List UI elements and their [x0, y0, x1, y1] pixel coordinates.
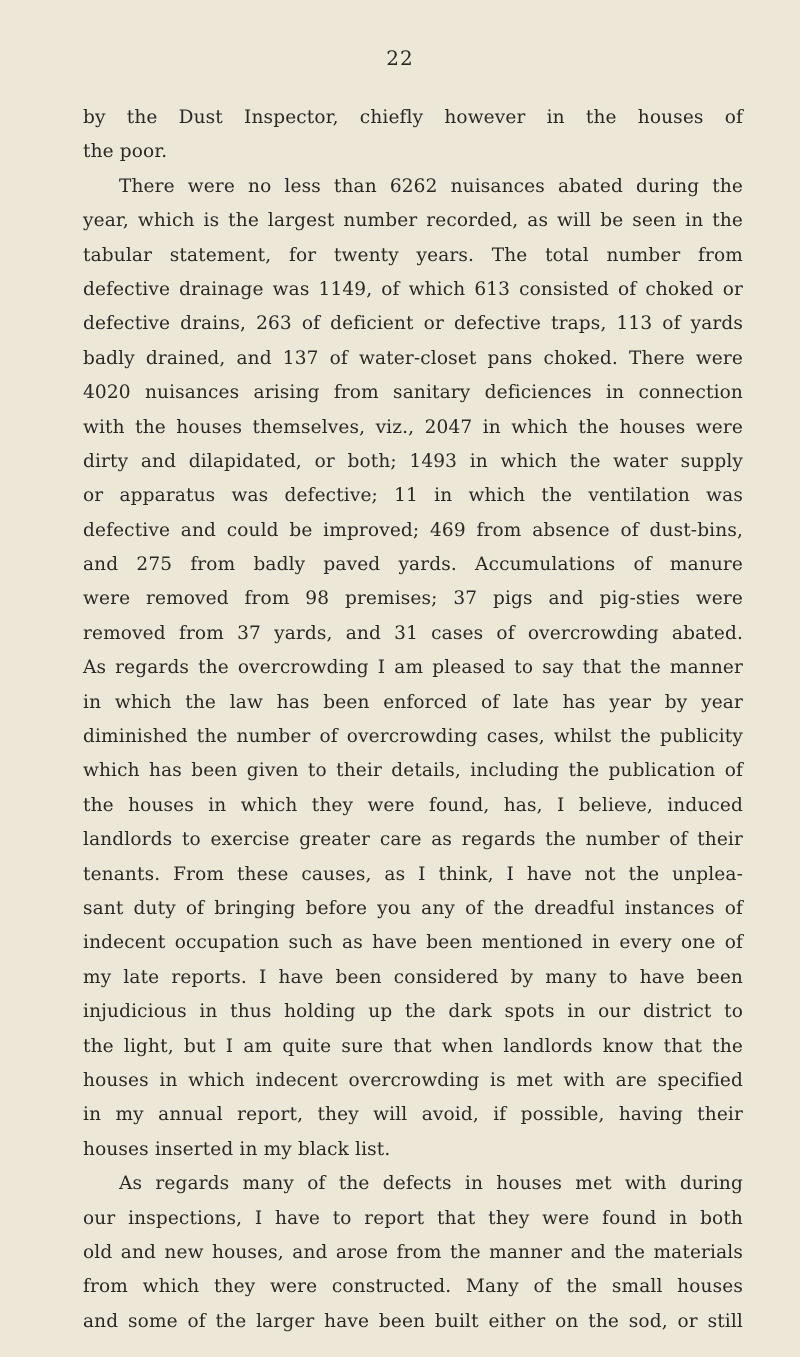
text-line: in which the law has been enforced of late has year by year: [83, 691, 743, 713]
text-line: were removed from 98 premises; 37 pigs and pig-sties were: [83, 588, 743, 610]
text-line: indecent occupation such as have been mentioned in every one of: [83, 932, 743, 954]
text-line: tenants. From these causes, as I think, I have not the unplea-: [83, 863, 743, 885]
page-number: 22: [386, 46, 414, 70]
text-line: houses in which indecent overcrowding is met with are specified: [83, 1069, 743, 1091]
text-line: tabular statement, for twenty years. The total number from: [83, 244, 743, 266]
text-line: and 275 from badly paved yards. Accumulations of manure: [83, 554, 743, 576]
text-line: dirty and dilapidated, or both; 1493 in which the water supply: [83, 450, 743, 472]
text-line: badly drained, and 137 of water-closet pans choked. There were: [83, 347, 743, 369]
text-line: removed from 37 yards, and 31 cases of overcrowding abated.: [83, 622, 743, 644]
text-line: defective drainage was 1149, of which 613 consisted of choked or: [83, 278, 743, 300]
text-line: our inspections, I have to report that they were found in both: [83, 1207, 743, 1229]
body-text: [83, 101, 743, 1339]
text-line: in my annual report, they will avoid, if possible, having their: [83, 1104, 743, 1126]
text-line: landlords to exercise greater care as regards the number of their: [83, 829, 743, 851]
text-line: with the houses themselves, viz., 2047 in which the houses were: [83, 416, 743, 438]
text-line: houses inserted in my black list.: [83, 1138, 391, 1160]
text-line: defective drains, 263 of deficient or defective traps, 113 of yards: [83, 313, 743, 335]
text-line: and some of the larger have been built either on the sod, or still: [83, 1310, 743, 1332]
text-line: defective and could be improved; 469 from absence of dust-bins,: [83, 519, 743, 541]
text-line: my late reports. I have been considered by many to have been: [83, 966, 743, 988]
text-line: There were no less than 6262 nuisances abated during the: [119, 175, 743, 197]
text-line: diminished the number of overcrowding cases, whilst the publicity: [83, 726, 743, 748]
text-line: the light, but I am quite sure that when landlords know that the: [83, 1035, 743, 1057]
text-line: sant duty of bringing before you any of the dreadful instances of: [83, 897, 743, 919]
text-line: by the Dust Inspector, chiefly however in the houses of: [83, 107, 743, 128]
text-line: from which they were constructed. Many of the small houses: [83, 1276, 743, 1298]
text-line: As regards many of the defects in houses met with during: [119, 1173, 743, 1195]
text-line: old and new houses, and arose from the manner and the materials: [83, 1241, 743, 1263]
text-line: which has been given to their details, including the publication of: [83, 760, 743, 782]
text-line: 4020 nuisances arising from sanitary deficiences in connection: [83, 382, 743, 404]
text-line: As regards the overcrowding I am pleased to say that the manner: [83, 657, 743, 679]
text-line: the poor.: [83, 141, 168, 163]
text-line: injudicious in thus holding up the dark spots in our district to: [83, 1001, 743, 1023]
text-line: or apparatus was defective; 11 in which the ventilation was: [83, 485, 743, 507]
text-line: year, which is the largest number recorded, as will be seen in the: [83, 210, 743, 232]
text-line: the houses in which they were found, has, I believe, induced: [83, 794, 743, 816]
